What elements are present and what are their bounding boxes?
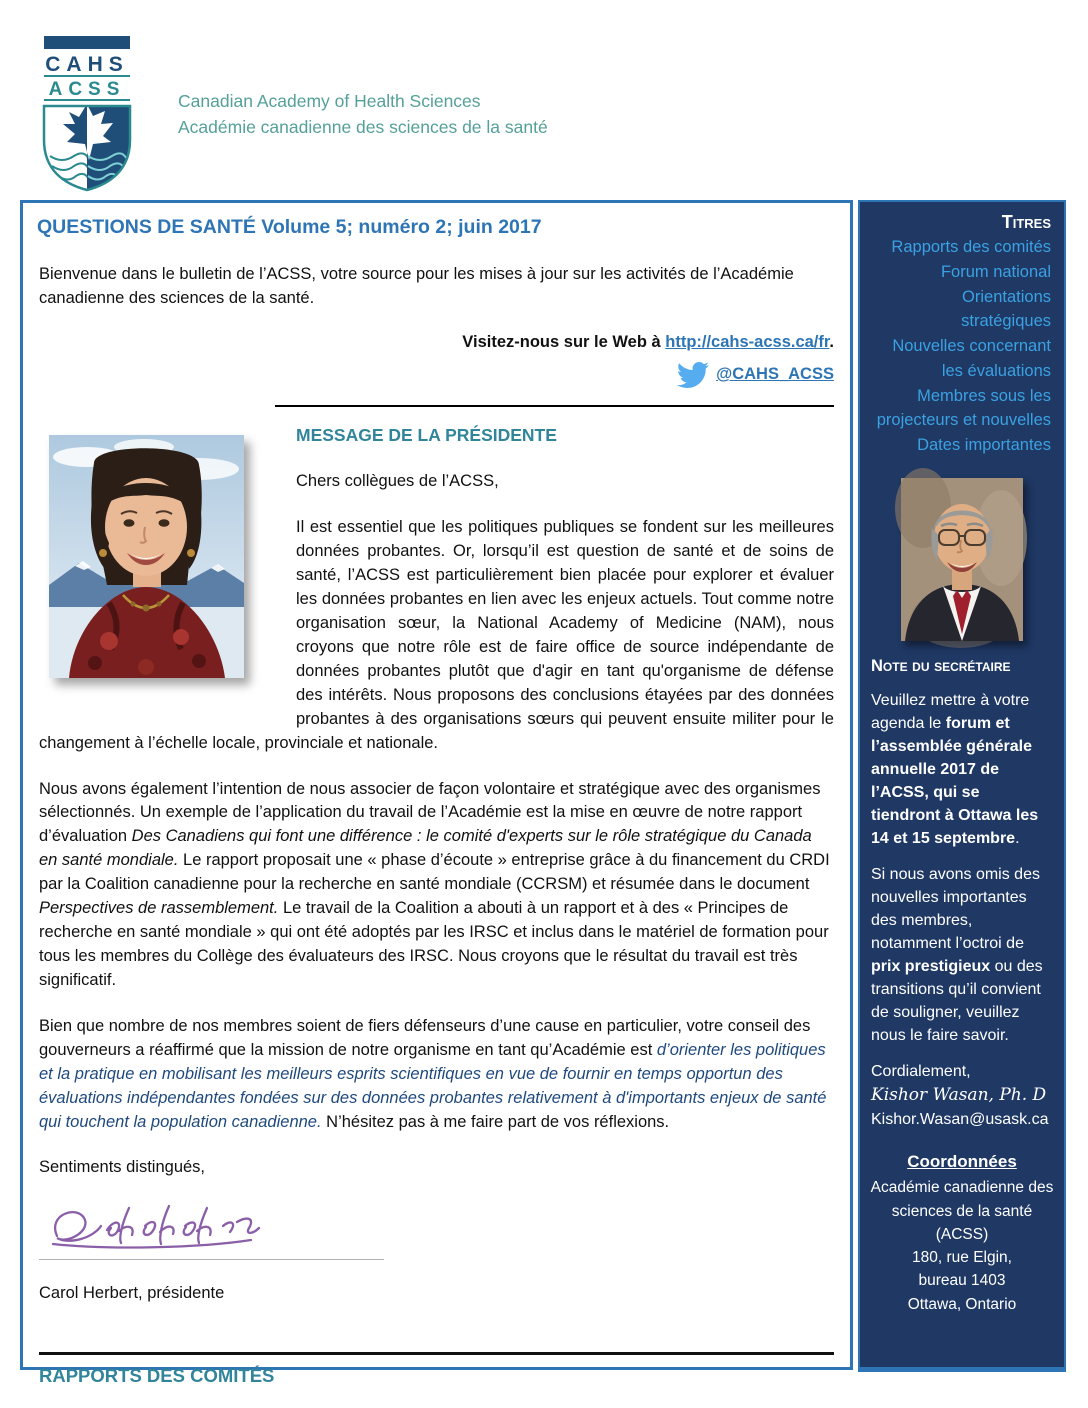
contact-suite-line: bureau 1403 xyxy=(918,1272,1006,1290)
message-paragraph-3 xyxy=(39,1015,834,1135)
message-closing: Sentiments distingués, xyxy=(39,1158,206,1177)
note-p1-end: . xyxy=(1015,829,1020,847)
sidebar-link-rapports-des-comites[interactable]: Rapports des comités xyxy=(891,238,1051,256)
newsletter-title: QUESTIONS DE SANTÉ Volume 5; numéro 2; juin 2017 xyxy=(37,216,542,238)
president-signature-block xyxy=(39,1198,384,1260)
committee-reports-heading: RAPPORTS DES COMITÉS xyxy=(39,1365,275,1387)
twitter-handle-link[interactable]: @CAHS_ACSS xyxy=(716,365,834,384)
note-p2-text: Si nous avons omis des nouvelles importantes des membres, notamment l’octroi de xyxy=(871,865,1040,953)
sidebar-link-forum-national[interactable]: Forum national xyxy=(940,262,1051,281)
website-link[interactable]: http://cahs-acss.ca/fr xyxy=(665,333,830,352)
president-signature-image xyxy=(39,1198,269,1250)
p2-text: Nous avons également l’intention de nous associer de façon volontaire et stratégique avec des organismes sélectionnés. Un exemple de l’application du travail de l’Académie est la mise en œuvre de notre rapport d’évaluation xyxy=(39,779,821,846)
document-title-italic: Perspectives de rassemblement. xyxy=(39,899,279,918)
logo-acronym-acss: ACSS xyxy=(48,79,126,100)
secretary-note-heading: Note du secrétaire xyxy=(871,656,1011,675)
sidebar-toc xyxy=(870,235,1051,458)
message-salutation: Chers collègues de l’ACSS, xyxy=(296,472,499,491)
message-paragraph-2 xyxy=(39,778,834,993)
sidebar-link-orientations-strategiques[interactable]: Orientations stratégiques xyxy=(961,287,1051,331)
cahs-acss-shield-logo xyxy=(30,34,144,192)
president-message-section xyxy=(37,423,836,1306)
contact-org-line: Académie canadienne des sciences de la santé (ACSS) xyxy=(870,1179,1054,1243)
p2-text-mid: Le rapport proposait une « phase d’écoute » entreprise grâce à du financement du CRDI par la Coalition canadienne pour la recherche en santé mondiale (CCRSM) et résumée dans le document xyxy=(39,851,830,894)
secretary-note-paragraph-2 xyxy=(871,863,1053,1047)
sidebar-link-nouvelles-evaluations[interactable]: Nouvelles concernant les évaluations xyxy=(892,337,1051,380)
sidebar-link-dates-importantes[interactable]: Dates importantes xyxy=(917,436,1051,454)
note-p2-end: ou des transitions qu’il convient de souligner, veuillez nous le faire savoir. xyxy=(871,958,1043,1045)
president-signature-name: Carol Herbert, présidente xyxy=(39,1284,225,1303)
president-portrait-photo xyxy=(49,435,244,678)
note-p2-bold: prix prestigieux xyxy=(871,958,991,976)
committee-section-divider xyxy=(39,1352,834,1355)
page-header xyxy=(30,34,548,192)
note-p1-bold: forum et l’assemblée générale annuelle 2017 de l’ACSS, qui se tiendront à Ottawa les 14 et 15 septembre xyxy=(871,714,1039,847)
message-heading: MESSAGE DE LA PRÉSIDENTE xyxy=(296,425,557,446)
secretary-closing: Cordialement, xyxy=(871,1063,971,1081)
sidebar xyxy=(858,200,1066,1372)
twitter-line xyxy=(37,359,834,391)
org-wordmark xyxy=(178,88,548,141)
intro-paragraph: Bienvenue dans le bulletin de l’ACSS, votre source pour les mises à jour sur les activités de l’Académie canadienne des sciences de la santé. xyxy=(39,265,794,308)
secretary-email xyxy=(871,1108,1053,1131)
website-line-prefix: Visitez-nous sur le Web à xyxy=(462,333,666,352)
secretary-email-link[interactable]: Kishor.Wasan@usask.ca xyxy=(871,1110,1049,1128)
secretary-note-paragraph-1 xyxy=(871,689,1053,850)
content-row xyxy=(20,200,1066,1387)
p3-text-end: N’hésitez pas à me faire part de vos réflexions. xyxy=(321,1112,670,1131)
website-line-suffix: . xyxy=(829,333,834,352)
secretary-portrait-photo xyxy=(901,478,1023,641)
p2-text-end: Le travail de la Coalition a abouti à un rapport et à des « Principes de recherche en santé mondiale » qui ont été adoptés par les IRSC et inclus dans le matériel de formation pour tous les membres du Collège des évaluateurs des IRSC. Nous croyons que le résultat du travail est très significatif. xyxy=(39,899,829,989)
report-title-italic: Des Canadiens qui font une différence : le comité d'experts sur le rôle stratégique du Canada en santé mondiale. xyxy=(39,827,812,870)
contact-section xyxy=(870,1149,1054,1316)
secretary-signoff xyxy=(871,1060,1053,1131)
contact-street-line: 180, rue Elgin, xyxy=(912,1249,1012,1266)
mission-statement-italic: d’orienter les politiques et la pratique en mobilisant les meilleurs esprits scientifiques en vue de fournir en temps opportun des évaluations indépendantes fondées sur des données probantes relativement à d'importants enjeux de santé qui touchent la population canadienne. xyxy=(39,1040,827,1131)
newsletter-main-column xyxy=(20,200,853,1387)
sidebar-titres-heading: Titres xyxy=(1001,212,1051,232)
p3-text: Bien que nombre de nos membres soient de fiers défenseurs d’une cause en particulier, votre conseil des gouverneurs a réaffirmé que la mission de notre organisme en tant qu’Académie est xyxy=(39,1016,811,1059)
twitter-bird-icon xyxy=(673,359,713,391)
contact-heading: Coordonnées xyxy=(907,1151,1017,1171)
website-line xyxy=(37,331,834,355)
sidebar-link-membres-projecteurs[interactable]: Membres sous les projecteurs et nouvelles xyxy=(876,386,1051,430)
org-name-fr: Académie canadienne des sciences de la santé xyxy=(178,117,548,138)
org-name-en: Canadian Academy of Health Sciences xyxy=(178,91,481,111)
message-paragraph-1: Il est essentiel que les politiques publiques se fondent sur les meilleures données probantes. Or, lorsqu’il est question de santé et de soins de santé, l’ACSS est particulièrement bien placée pour explorer et évaluer les données probantes en lien avec les enjeux actuels. Tout comme notre organisation sœur, la National Academy of Medicine (NAM), nous croyons que notre rôle est de faire office de source indépendante de données probantes plutôt que d'agir en tant qu'organisme de défense des intérêts. Nous proposons des conclusions étayées par des données probantes à des organisations sœurs qui peuvent ensuite militer pour le changement à l’échelle locale, provinciale et nationale. xyxy=(39,518,834,752)
section-divider-top xyxy=(275,405,834,407)
note-p1-text: Veuillez mettre à votre agenda le xyxy=(871,691,1030,732)
contact-city-line: Ottawa, Ontario xyxy=(907,1295,1017,1313)
secretary-signature-script: Kishor Wasan, Ph. D xyxy=(871,1085,1047,1106)
logo-acronym-cahs: CAHS xyxy=(45,53,129,76)
